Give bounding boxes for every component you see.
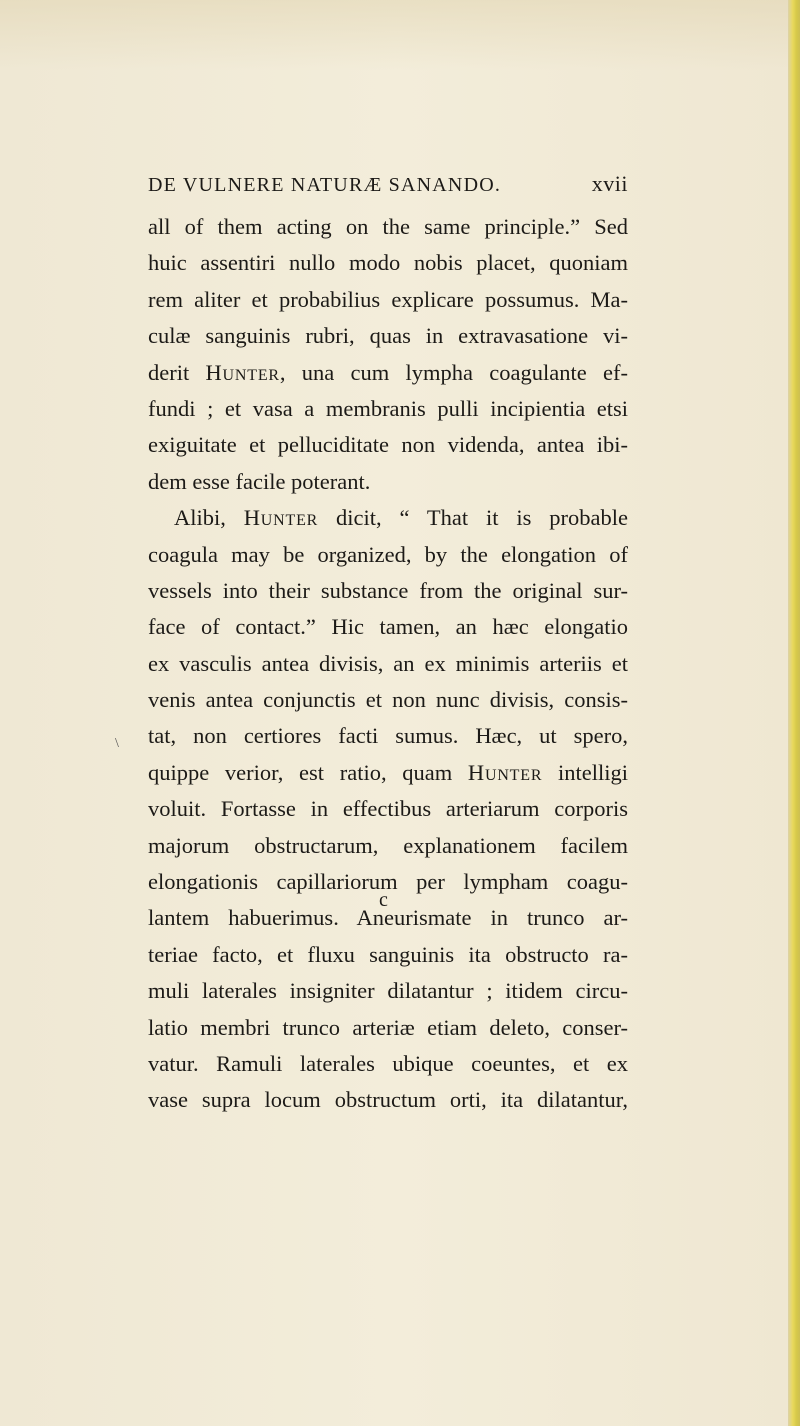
text-line: rem aliter et probabilius explicare possumus. Ma-	[148, 286, 628, 312]
text-line: vatur. Ramuli laterales ubique coeuntes, et ex	[148, 1050, 628, 1076]
page-number: xvii	[591, 171, 628, 196]
text-line: all of them acting on the same principle.” Sed	[148, 214, 628, 239]
author-name: Hunter	[243, 505, 319, 531]
body-text	[148, 209, 628, 1119]
text-line: teriae facto, et fluxu sanguinis ita obstructo ra-	[148, 941, 628, 967]
text-line: exiguitate et pelluciditate non videnda, antea ibi-	[148, 432, 628, 458]
text-line: majorum obstructarum, explanationem facilem	[148, 832, 628, 858]
text-line: Alibi, Hunter dicit, “ That it is probable	[174, 505, 628, 531]
text-line: ex vasculis antea divisis, an ex minimis arteriis et	[148, 650, 628, 676]
text-line: derit Hunter, una cum lympha coagulante ef-	[148, 359, 628, 385]
text-line: vessels into their substance from the original sur-	[148, 577, 628, 603]
text-line: huic assentiri nullo modo nobis placet, quoniam	[148, 250, 628, 276]
text-line: voluit. Fortasse in effectibus arteriarum corporis	[148, 796, 628, 822]
text-line: quippe verior, est ratio, quam Hunter intelligi	[148, 759, 628, 785]
text-line: dem esse facile poterant.	[148, 468, 371, 494]
margin-pencil-mark: \	[115, 736, 119, 751]
author-name: Hunter	[205, 359, 280, 385]
signature-mark: c	[379, 889, 388, 911]
text-line: muli laterales insigniter dilatantur ; itidem circu-	[148, 978, 628, 1004]
author-name: Hunter	[467, 759, 543, 785]
running-head-title: DE VULNERE NATURÆ SANANDO.	[148, 174, 502, 196]
text-line: lantem habuerimus. Aneurismate in trunco ar-	[148, 905, 628, 931]
text-line: tat, non certiores facti sumus. Hæc, ut spero,	[148, 723, 628, 749]
text-line: coagula may be organized, by the elongation of	[148, 541, 628, 567]
page-edge	[788, 0, 800, 1426]
text-line: vase supra locum obstructum orti, ita dilatantur,	[148, 1087, 628, 1113]
text-line: elongationis capillariorum per lympham coagu-	[148, 869, 628, 895]
text-line: venis antea conjunctis et non nunc divisis, consis-	[148, 687, 628, 713]
running-head	[148, 171, 628, 197]
text-line: face of contact.” Hic tamen, an hæc elongatio	[148, 614, 628, 640]
text-line: latio membri trunco arteriæ etiam deleto, conser-	[148, 1014, 628, 1040]
text-line: culæ sanguinis rubri, quas in extravasatione vi-	[148, 323, 628, 349]
text-line: fundi ; et vasa a membranis pulli incipientia etsi	[148, 395, 628, 421]
